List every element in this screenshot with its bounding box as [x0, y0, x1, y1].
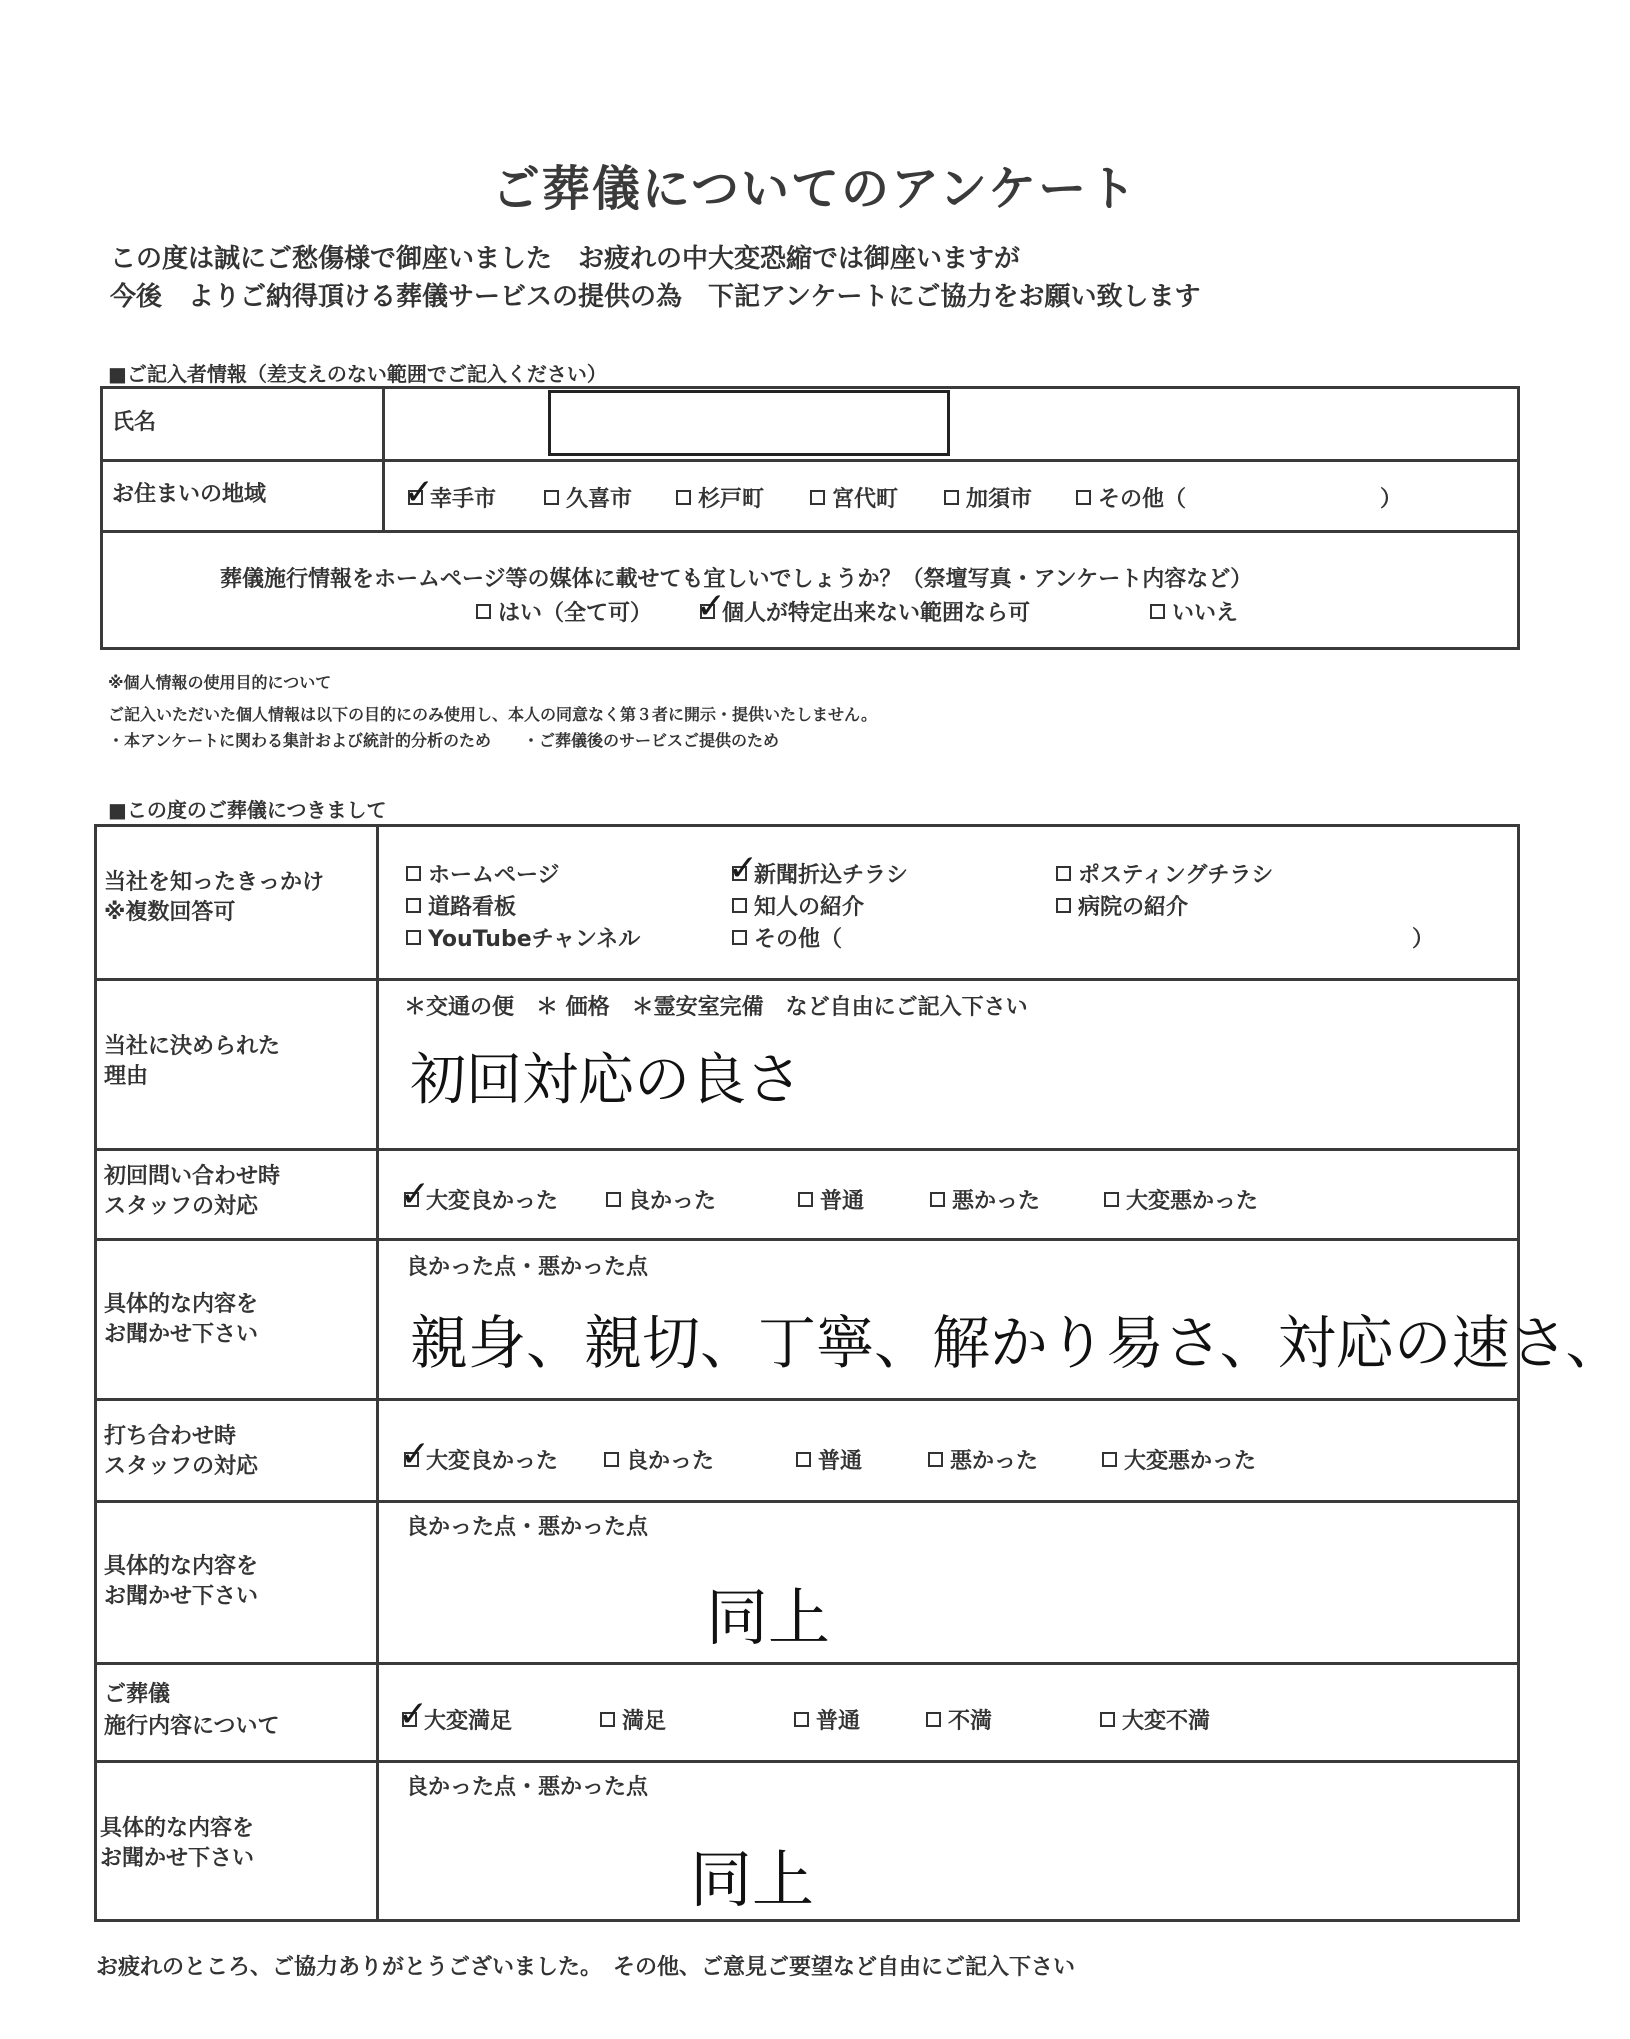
q1-label: 当社を知ったきっかけ	[104, 870, 325, 895]
intro-line-2: 今後 よりご納得頂ける葬儀サービスの提供の為 下記アンケートにご協力をお願い致します	[110, 282, 1201, 312]
privacy-text: ご記入いただいた個人情報は以下の目的にのみ使用し、本人の同意なく第３者に開示・提供いたしません。	[108, 705, 877, 724]
checkbox[interactable]	[400, 1434, 431, 1475]
q5-label: 打ち合わせ時	[104, 1424, 237, 1449]
checkbox[interactable]	[404, 472, 435, 513]
q7-label: ご葬儀	[104, 1682, 171, 1707]
option-label: 大変満足	[424, 1709, 513, 1734]
option-label: 道路看板	[428, 895, 517, 920]
area-option-miyashiro[interactable]	[810, 482, 898, 513]
checkbox[interactable]	[732, 898, 747, 913]
checkbox[interactable]	[944, 490, 959, 505]
q1-note: ※複数回答可	[104, 900, 236, 925]
checkbox[interactable]	[600, 1712, 615, 1727]
q6-label: 具体的な内容を	[104, 1554, 259, 1579]
q4-prompt: 良かった点・悪かった点	[406, 1255, 649, 1280]
q7-option-satisfied[interactable]	[600, 1704, 666, 1735]
q2-handwritten-answer[interactable]: 初回対応の良さ	[410, 1048, 802, 1113]
survey-title: ご葬儀についてのアンケート	[491, 161, 1139, 217]
source-option-acquaintance[interactable]	[732, 890, 864, 921]
divider	[94, 1238, 1520, 1241]
q7-option-very-satisfied[interactable]	[398, 1694, 513, 1735]
source-option-homepage[interactable]	[406, 858, 560, 889]
checkbox[interactable]	[732, 930, 747, 945]
q2-label: 当社に決められた	[104, 1034, 281, 1059]
source-option-road-sign[interactable]	[406, 890, 516, 921]
q3-option-normal[interactable]	[798, 1184, 864, 1215]
area-option-kazo[interactable]	[944, 482, 1032, 513]
option-label: はい（全て可）	[498, 601, 653, 626]
option-label: 病院の紹介	[1078, 895, 1189, 920]
checkbox[interactable]	[606, 1192, 621, 1207]
footer-text: お疲れのところ、ご協力ありがとうございました。 その他、ご意見ご要望など自由にご記入下さい	[96, 1955, 1076, 1980]
option-label: 満足	[622, 1709, 667, 1734]
checkbox[interactable]	[1102, 1452, 1117, 1467]
source-option-other[interactable]	[732, 922, 842, 953]
divider	[94, 1760, 1520, 1763]
q3-option-very-bad[interactable]	[1104, 1184, 1258, 1215]
checkmark-icon: ✓	[400, 1434, 431, 1475]
q5-option-very-good[interactable]	[400, 1434, 559, 1475]
option-label: 新聞折込チラシ	[754, 863, 909, 888]
q5-option-bad[interactable]	[928, 1444, 1038, 1475]
option-label: 幸手市	[430, 487, 497, 512]
checkbox[interactable]	[406, 866, 421, 881]
divider	[376, 824, 379, 1922]
area-option-sugito[interactable]	[676, 482, 764, 513]
checkbox[interactable]	[406, 898, 421, 913]
checkbox[interactable]	[398, 1694, 429, 1735]
checkbox[interactable]	[400, 1174, 431, 1215]
option-label: 久喜市	[566, 487, 633, 512]
checkbox[interactable]	[476, 604, 491, 619]
checkbox[interactable]	[728, 848, 759, 889]
option-label: 加須市	[966, 487, 1033, 512]
divider	[94, 1500, 1520, 1503]
section1-heading: ■ご記入者情報（差支えのない範囲でご記入ください）	[108, 362, 607, 386]
divider	[382, 386, 385, 532]
checkmark-icon: ✓	[696, 586, 727, 627]
publish-option-anonymous[interactable]	[696, 586, 1031, 627]
area-label: お住まいの地域	[112, 482, 267, 507]
checkbox[interactable]	[676, 490, 691, 505]
area-option-other[interactable]	[1076, 482, 1186, 513]
option-label: 大変不満	[1122, 1709, 1211, 1734]
publish-option-no[interactable]	[1150, 596, 1238, 627]
name-field-redacted[interactable]	[548, 390, 950, 456]
q3-option-very-good[interactable]	[400, 1174, 559, 1215]
q3-label: 初回問い合わせ時	[104, 1164, 281, 1189]
q4-label-2: お聞かせ下さい	[104, 1322, 259, 1347]
option-label: その他（	[754, 927, 843, 952]
option-label: 大変良かった	[426, 1449, 559, 1474]
option-label: 良かった	[626, 1449, 715, 1474]
checkbox[interactable]	[1056, 866, 1071, 881]
q2-prompt: ＊交通の便 ＊ 価格 ＊霊安室完備 など自由にご記入下さい	[404, 995, 1028, 1020]
checkbox[interactable]	[930, 1192, 945, 1207]
checkbox[interactable]	[798, 1192, 813, 1207]
name-label: 氏名	[112, 410, 157, 435]
checkbox[interactable]	[796, 1452, 811, 1467]
source-option-posting-flyer[interactable]	[1056, 858, 1273, 889]
checkbox[interactable]	[406, 930, 421, 945]
q7-label-2: 施行内容について	[104, 1714, 280, 1739]
q7-option-dissatisfied[interactable]	[926, 1704, 992, 1735]
option-label: 大変悪かった	[1126, 1189, 1259, 1214]
option-label: ポスティングチラシ	[1078, 863, 1274, 888]
q5-option-good[interactable]	[604, 1444, 714, 1475]
checkbox[interactable]	[1150, 604, 1165, 619]
option-label: いいえ	[1172, 601, 1239, 626]
option-label: その他（	[1098, 487, 1187, 512]
divider	[94, 1398, 1520, 1401]
divider	[100, 459, 1520, 462]
source-option-hospital[interactable]	[1056, 890, 1188, 921]
checkbox[interactable]	[544, 490, 559, 505]
option-label: 普通	[816, 1709, 861, 1734]
divider	[100, 530, 1520, 533]
option-label: ホームページ	[428, 863, 560, 888]
privacy-purposes: ・本アンケートに関わる集計および統計的分析のため ・ご葬儀後のサービスご提供のため	[108, 731, 780, 750]
q7-option-very-dissatisfied[interactable]	[1100, 1704, 1210, 1735]
q3-option-good[interactable]	[606, 1184, 716, 1215]
option-label: 宮代町	[832, 487, 899, 512]
checkbox[interactable]	[604, 1452, 619, 1467]
checkbox[interactable]	[696, 586, 727, 627]
q8-label: 具体的な内容を	[100, 1816, 255, 1841]
option-label: 良かった	[628, 1189, 717, 1214]
q8-label-2: お聞かせ下さい	[100, 1846, 255, 1871]
source-option-youtube[interactable]	[406, 922, 640, 953]
checkmark-icon: ✓	[404, 472, 435, 513]
divider	[94, 1662, 1520, 1665]
area-other-close: ）	[1380, 487, 1403, 512]
option-label: 杉戸町	[698, 487, 765, 512]
intro-line-1: この度は誠にご愁傷様で御座いました お疲れの中大変恐縮では御座いますが	[110, 244, 1021, 274]
q2-label-2: 理由	[104, 1064, 149, 1089]
option-label: 不満	[948, 1709, 993, 1734]
section2-heading: ■この度のご葬儀につきまして	[108, 798, 387, 822]
q5-label-2: スタッフの対応	[104, 1454, 259, 1479]
checkmark-icon: ✓	[398, 1694, 429, 1735]
checkmark-icon: ✓	[728, 848, 759, 889]
q4-handwritten-answer[interactable]: 親身、親切、丁寧、解かり易さ、対応の速さ、	[410, 1309, 1624, 1377]
divider	[94, 1148, 1520, 1151]
q8-handwritten-answer[interactable]: 同上	[690, 1843, 815, 1916]
q6-handwritten-answer[interactable]: 同上	[706, 1581, 831, 1654]
q5-option-normal[interactable]	[796, 1444, 862, 1475]
checkbox[interactable]	[810, 490, 825, 505]
checkmark-icon: ✓	[400, 1174, 431, 1215]
publish-option-yes[interactable]	[476, 596, 652, 627]
option-label: YouTubeチャンネル	[428, 927, 641, 952]
source-option-newspaper-flyer[interactable]	[728, 848, 909, 889]
option-label: 大変悪かった	[1124, 1449, 1257, 1474]
checkbox[interactable]	[926, 1712, 941, 1727]
option-label: 大変良かった	[426, 1189, 559, 1214]
area-option-satte[interactable]	[404, 472, 497, 513]
option-label: 普通	[818, 1449, 863, 1474]
q4-label: 具体的な内容を	[104, 1292, 259, 1317]
q3-label-2: スタッフの対応	[104, 1194, 259, 1219]
privacy-heading: ※個人情報の使用目的について	[108, 673, 332, 692]
option-label: 悪かった	[950, 1449, 1039, 1474]
checkbox[interactable]	[1076, 490, 1091, 505]
checkbox[interactable]	[1056, 898, 1071, 913]
area-option-kuki[interactable]	[544, 482, 632, 513]
q7-option-normal[interactable]	[794, 1704, 860, 1735]
checkbox[interactable]	[1104, 1192, 1119, 1207]
option-label: 悪かった	[952, 1189, 1041, 1214]
q3-option-bad[interactable]	[930, 1184, 1040, 1215]
publish-question: 葬儀施行情報をホームページ等の媒体に載せても宜しいでしょうか？（祭壇写真・アンケート内容など）	[220, 567, 1253, 592]
checkbox[interactable]	[1100, 1712, 1115, 1727]
q8-prompt: 良かった点・悪かった点	[406, 1775, 649, 1800]
q6-prompt: 良かった点・悪かった点	[406, 1515, 649, 1540]
checkbox[interactable]	[928, 1452, 943, 1467]
option-label: 個人が特定出来ない範囲なら可	[722, 601, 1031, 626]
checkbox[interactable]	[794, 1712, 809, 1727]
divider	[94, 978, 1520, 981]
q5-option-very-bad[interactable]	[1102, 1444, 1256, 1475]
q6-label-2: お聞かせ下さい	[104, 1584, 259, 1609]
option-label: 普通	[820, 1189, 865, 1214]
source-other-close: ）	[1412, 927, 1435, 952]
option-label: 知人の紹介	[754, 895, 865, 920]
